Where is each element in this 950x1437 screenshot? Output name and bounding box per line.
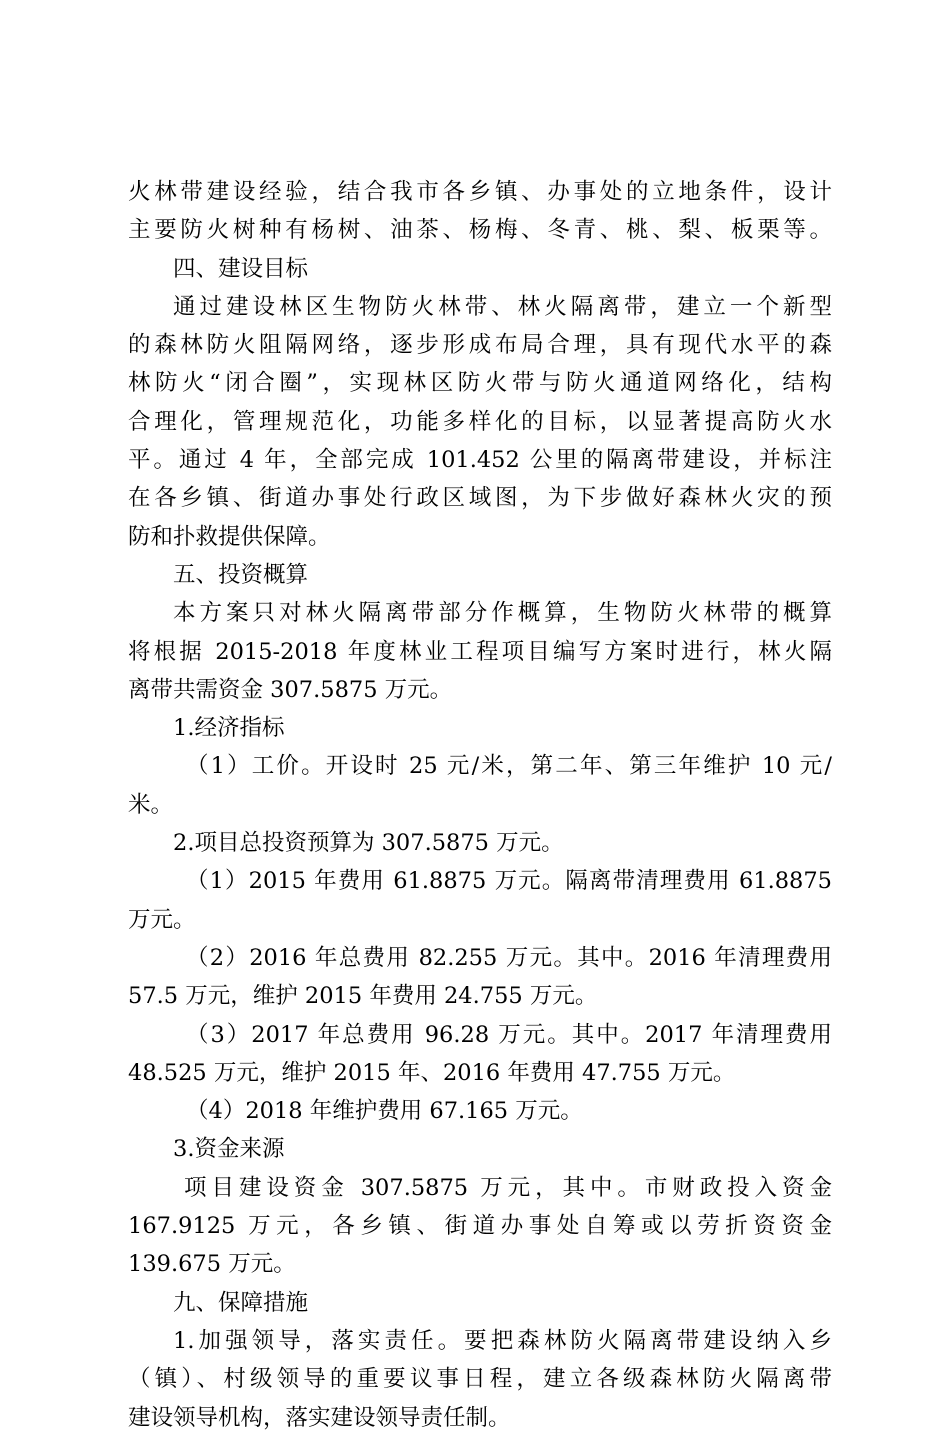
text-line: 主要防火树种有杨树、油茶、杨梅、冬青、桃、梨、板栗等。	[128, 217, 832, 244]
document-page	[128, 173, 832, 1437]
text-line: 项目建设资金 307.5875 万元，其中。市财政投入资金	[184, 1174, 832, 1201]
text-line: 平。通过 4 年，全部完成 101.452 公里的隔离带建设，并标注	[128, 447, 832, 474]
text-line: 林防火“闭合圈”，实现林区防火带与防火通道网络化，结构	[128, 370, 832, 397]
text-line: 在各乡镇、街道办事处行政区域图，为下步做好森林火灾的预	[128, 485, 832, 512]
text-line: 火林带建设经验，结合我市各乡镇、办事处的立地条件，设计	[128, 179, 832, 205]
text-line: 的森林防火阻隔网络，逐步形成布局合理，具有现代水平的森	[128, 332, 832, 359]
text-line: 合理化，管理规范化，功能多样化的目标，以显著提高防火水	[128, 408, 832, 435]
section-heading: 九、保障措施	[173, 1289, 309, 1316]
section-heading: 五、投资概算	[173, 561, 309, 588]
text-line: 通过建设林区生物防火林带、林火隔离带，建立一个新型	[173, 293, 832, 320]
text-line: 万元。	[128, 906, 196, 933]
text-line: 本方案只对林火隔离带部分作概算，生物防火林带的概算	[173, 600, 832, 627]
text-line: 离带共需资金 307.5875 万元。	[128, 676, 453, 703]
text-line: （4）2018 年维护费用 67.165 万元。	[186, 1098, 583, 1125]
section-heading: 四、建设目标	[173, 255, 309, 282]
text-line: 139.675 万元。	[128, 1251, 296, 1278]
text-line: （1）2015 年费用 61.8875 万元。隔离带清理费用 61.8875	[186, 868, 832, 895]
text-line: 防和扑救提供保障。	[128, 523, 331, 550]
text-line: 将根据 2015-2018 年度林业工程项目编写方案时进行，林火隔	[128, 638, 832, 665]
text-line: 建设领导机构，落实建设领导责任制。	[128, 1404, 511, 1431]
text-line: 1.加强领导，落实责任。要把森林防火隔离带建设纳入乡	[173, 1327, 832, 1354]
text-line: 48.525 万元，维护 2015 年、2016 年费用 47.755 万元。	[128, 1059, 736, 1086]
text-line: 57.5 万元，维护 2015 年费用 24.755 万元。	[128, 983, 598, 1010]
text-line: 米。	[128, 791, 174, 818]
subsection-heading: 2.项目总投资预算为 307.5875 万元。	[173, 830, 564, 857]
text-line: （3）2017 年总费用 96.28 万元。其中。2017 年清理费用	[186, 1021, 832, 1048]
text-line: （1）工价。开设时 25 元/米，第二年、第三年维护 10 元/	[186, 753, 832, 780]
text-line: 167.9125 万元，各乡镇、街道办事处自筹或以劳折资资金	[128, 1213, 832, 1240]
text-line: （镇）、村级领导的重要议事日程，建立各级森林防火隔离带	[128, 1366, 832, 1393]
subsection-heading: 1.经济指标	[173, 715, 285, 742]
text-line: （2）2016 年总费用 82.255 万元。其中。2016 年清理费用	[186, 944, 832, 971]
subsection-heading: 3.资金来源	[173, 1136, 285, 1163]
